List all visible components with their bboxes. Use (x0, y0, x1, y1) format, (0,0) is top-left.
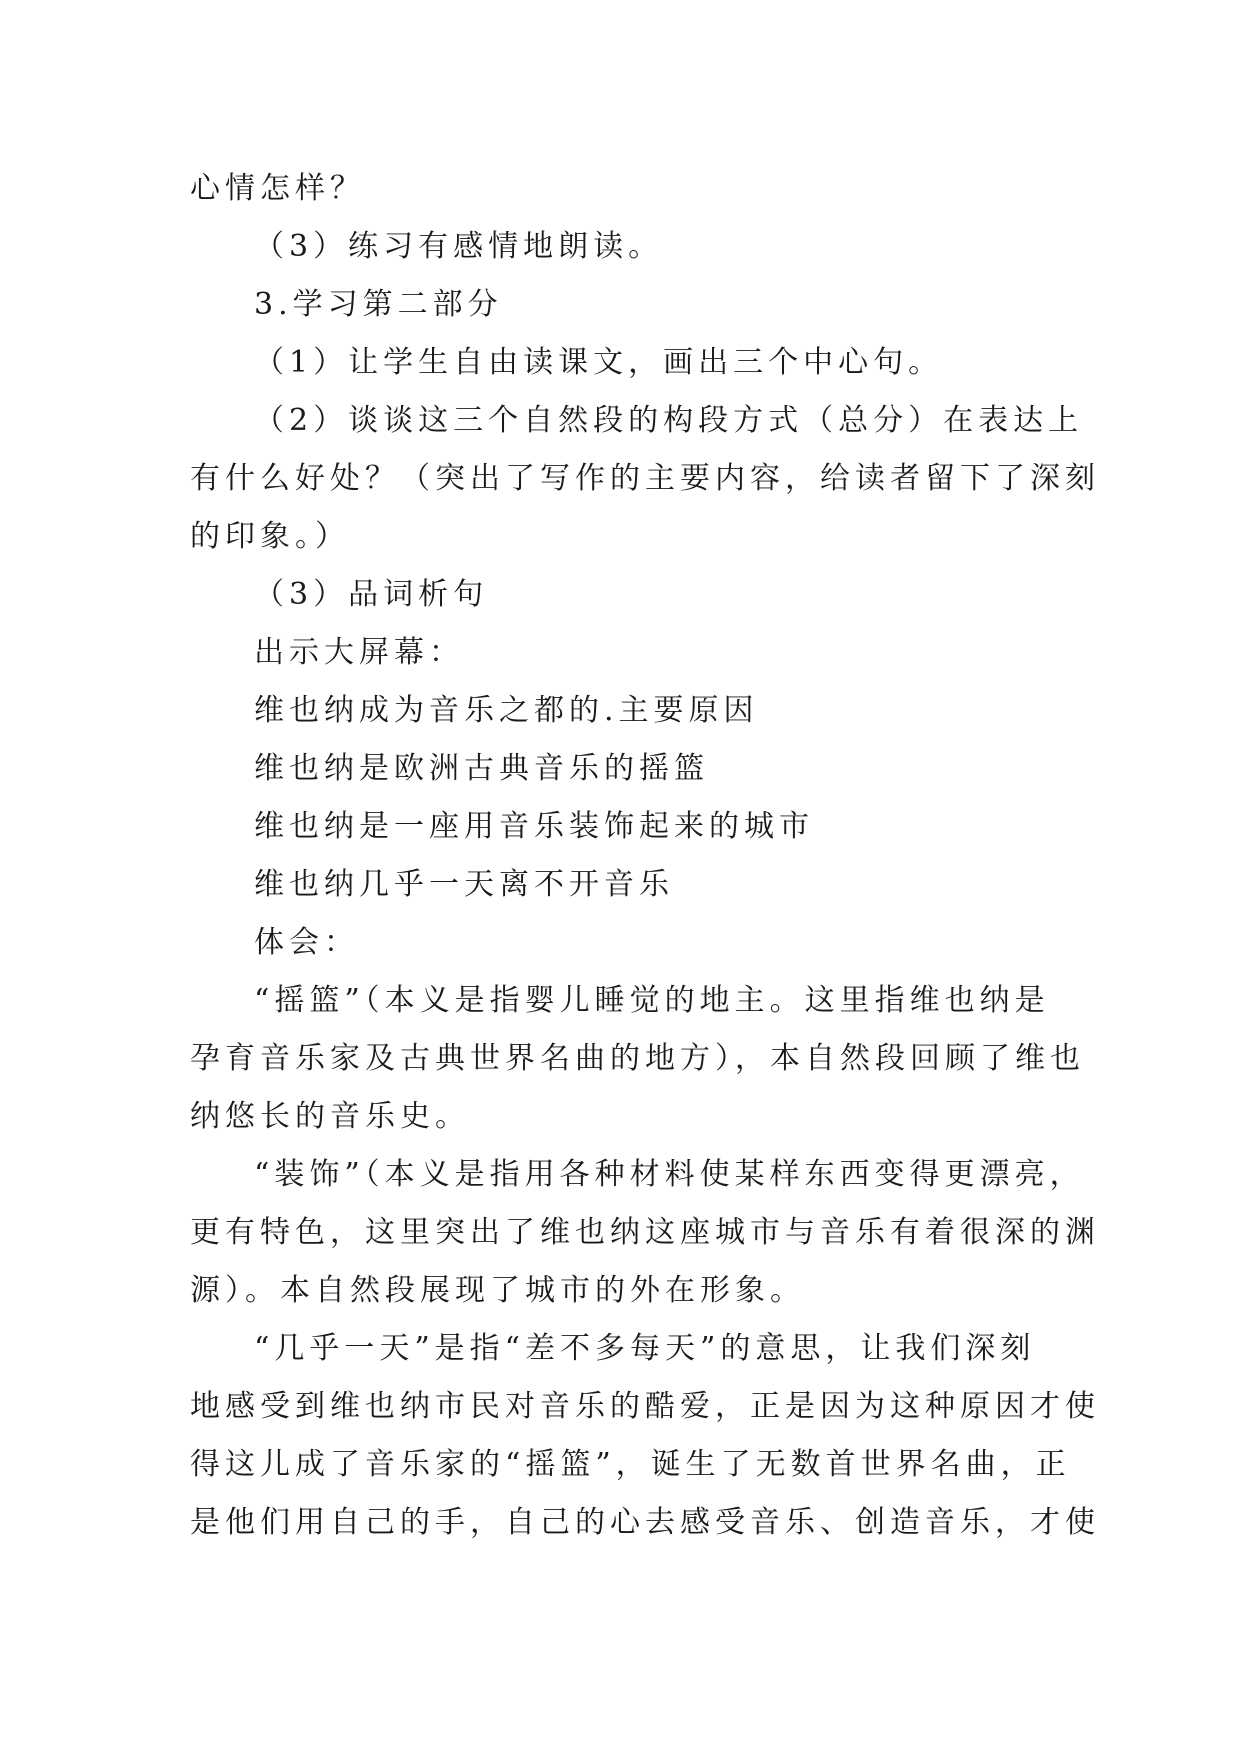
text-line: “几乎一天”是指“差不多每天”的意思，让我们深刻 (254, 1331, 1036, 1366)
text-line: 更有特色，这里突出了维也纳这座城市与音乐有着很深的渊 (190, 1215, 1100, 1250)
text-line: 孕育音乐家及古典世界名曲的地方），本自然段回顾了维也 (190, 1041, 1085, 1076)
text-line: 出示大屏幕： (254, 635, 464, 670)
text-line: 源）。本自然段展现了城市的外在形象。 (190, 1273, 805, 1308)
section-heading: 3.学习第二部分 (254, 287, 503, 322)
text-line: “摇篮”（本义是指婴儿睡觉的地主。这里指维也纳是 (254, 983, 1050, 1018)
text-line: 维也纳成为音乐之都的.主要原因 (254, 693, 759, 728)
text-line: （3）练习有感情地朗读。 (254, 229, 664, 264)
text-line: 心情怎样？ (190, 171, 365, 206)
text-line: 维也纳几乎一天离不开音乐 (254, 867, 674, 902)
text-line: 地感受到维也纳市民对音乐的酷爱，正是因为这种原因才使 (190, 1389, 1100, 1424)
document-body (190, 160, 1100, 1552)
text-line: 纳悠长的音乐史。 (190, 1099, 470, 1134)
text-line: （1）让学生自由读课文，画出三个中心句。 (254, 345, 944, 380)
text-line: 得这儿成了音乐家的“摇篮”，诞生了无数首世界名曲，正 (190, 1447, 1071, 1482)
text-line: 的印象。） (190, 519, 350, 554)
text-line: （2）谈谈这三个自然段的构段方式（总分）在表达上 (254, 403, 1084, 438)
text-line: 是他们用自己的手，自己的心去感受音乐、创造音乐，才使 (190, 1505, 1100, 1540)
text-line: （3）品词析句 (254, 577, 489, 612)
text-line: 维也纳是欧洲古典音乐的摇篮 (254, 751, 709, 786)
text-line: 维也纳是一座用音乐装饰起来的城市 (254, 809, 814, 844)
text-line: 体会： (254, 925, 359, 960)
text-line: 有什么好处？（突出了写作的主要内容，给读者留下了深刻 (190, 461, 1100, 496)
text-line: “装饰”（本义是指用各种材料使某样东西变得更漂亮， (254, 1157, 1085, 1192)
